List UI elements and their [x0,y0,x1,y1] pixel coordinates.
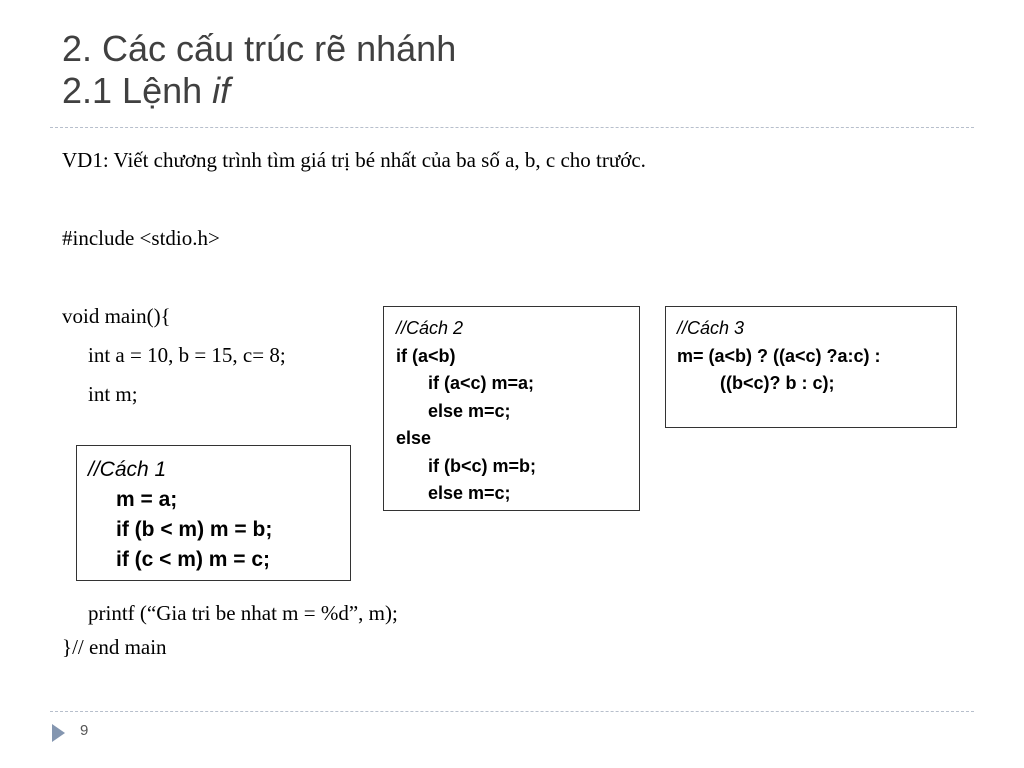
method-1-box [76,445,351,581]
method-3-header: //Cách 3 [677,318,745,338]
code-declaration-line-1: int a = 10, b = 15, c= 8; [88,343,286,367]
title-line-1: 2. Các cấu trúc rẽ nhánh [62,28,457,69]
title-line-2-prefix: 2.1 Lệnh [62,70,213,111]
method-2-box [383,306,640,511]
bottom-divider [50,711,974,712]
slide-title [62,28,456,112]
top-divider [50,127,974,128]
method-1-line: if (b < m) m = b; [116,518,273,541]
code-main-open-line: void main(){ [62,304,171,328]
title-line-2 [62,70,456,112]
method-3-line: ((b<c)? b : c); [720,373,835,393]
method-1-line: m = a; [116,488,178,511]
method-2-line: if (a<c) m=a; [428,373,535,393]
code-include-line: #include <stdio.h> [62,226,220,250]
method-3-line: m= (a<b) ? ((a<c) ?a:c) : [677,345,881,366]
page-number: 9 [80,722,89,739]
method-1-line: if (c < m) m = c; [116,548,271,571]
method-2-line: else m=c; [428,400,511,421]
method-3-box [665,306,957,428]
method-2-header: //Cách 2 [396,318,464,338]
method-2-line: if (b<c) m=b; [428,455,537,476]
code-declaration-line-2: int m; [88,382,138,406]
method-1-header: //Cách 1 [88,458,167,481]
title-line-2-keyword: if [212,70,231,111]
method-2-line: else m=c; [428,483,511,503]
code-printf-line: printf (“Gia tri be nhat m = %d”, m); [88,601,398,625]
triangle-bullet-icon [52,724,65,742]
code-main-close-line: }// end main [62,635,167,659]
method-2-line: if (a<b) [396,345,456,366]
method-2-line: else [396,428,432,448]
exercise-description: VD1: Viết chương trình tìm giá trị bé nhất của ba số a, b, c cho trước. [62,148,646,172]
